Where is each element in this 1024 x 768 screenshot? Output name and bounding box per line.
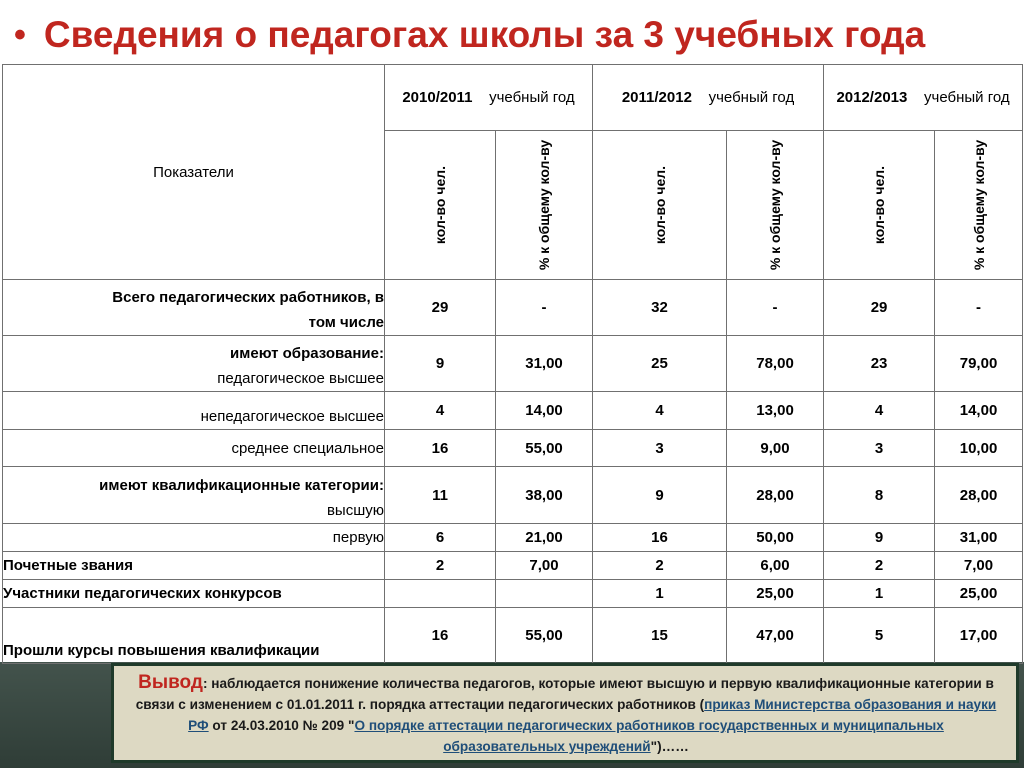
cell-value: 14,00 <box>935 392 1023 430</box>
title-text: Сведения о педагогах школы за 3 учебных года <box>43 14 926 55</box>
cell-value: 7,00 <box>496 552 593 580</box>
cell-value: 50,00 <box>727 524 824 552</box>
cell-value: 1 <box>593 580 727 608</box>
cell-value: 29 <box>385 280 496 336</box>
table-row <box>3 608 1023 664</box>
row-label: Прошли курсы повышения квалификации <box>3 608 385 664</box>
cell-value: 29 <box>824 280 935 336</box>
table-row <box>3 467 1023 524</box>
cell-value: 3 <box>593 430 727 467</box>
table-row <box>3 336 1023 392</box>
conclusion-text: ")…… <box>650 739 689 754</box>
cell-value: - <box>727 280 824 336</box>
conclusion-text: : наблюдается понижение количества педагогов, которые имеют высшую и первую квалификационные категории в связи с изменением с 01.01.2011 г. порядка аттестации педагогических работников ( <box>135 676 994 712</box>
sub-header-percent: % к общему кол-ву <box>496 131 593 280</box>
row-label: непедагогическое высшее <box>3 392 385 430</box>
cell-value: 10,00 <box>935 430 1023 467</box>
cell-value: 23 <box>824 336 935 392</box>
cell-value: 16 <box>385 608 496 664</box>
ministry-order-link[interactable]: приказ Министерства образования и науки РФ <box>188 697 997 733</box>
row-label: имеют образование: педагогическое высшее <box>3 336 385 392</box>
cell-value: 79,00 <box>935 336 1023 392</box>
cell-value: 9 <box>824 524 935 552</box>
sub-header-percent: % к общему кол-ву <box>727 131 824 280</box>
cell-value: 6 <box>385 524 496 552</box>
cell-value: 4 <box>593 392 727 430</box>
conclusion-label: Вывод <box>138 672 203 693</box>
cell-value: 17,00 <box>935 608 1023 664</box>
page-title <box>14 8 925 62</box>
cell-value: 55,00 <box>496 608 593 664</box>
cell-value: 55,00 <box>496 430 593 467</box>
cell-value: 25,00 <box>727 580 824 608</box>
cell-value: 3 <box>824 430 935 467</box>
cell-value: 9,00 <box>727 430 824 467</box>
cell-value: 14,00 <box>496 392 593 430</box>
cell-value: 4 <box>385 392 496 430</box>
cell-value: 9 <box>593 467 727 524</box>
cell-value: 2 <box>593 552 727 580</box>
cell-value: 1 <box>824 580 935 608</box>
cell-value: 16 <box>385 430 496 467</box>
teachers-table <box>2 64 1023 664</box>
year-header-2012: 2012/2013 учебный год <box>824 65 1023 131</box>
cell-value: 25 <box>593 336 727 392</box>
year-header-row <box>3 65 1023 131</box>
sub-header-count: кол-во чел. <box>593 131 727 280</box>
table-row <box>3 552 1023 580</box>
cell-value <box>385 580 496 608</box>
cell-value: 5 <box>824 608 935 664</box>
cell-value: 16 <box>593 524 727 552</box>
cell-value <box>496 580 593 608</box>
sub-header-count: кол-во чел. <box>824 131 935 280</box>
conclusion-box <box>111 663 1019 763</box>
row-label: имеют квалификационные категории: высшую <box>3 467 385 524</box>
cell-value: 7,00 <box>935 552 1023 580</box>
cell-value: 28,00 <box>727 467 824 524</box>
cell-value: 13,00 <box>727 392 824 430</box>
table-row <box>3 580 1023 608</box>
cell-value: 25,00 <box>935 580 1023 608</box>
cell-value: 28,00 <box>935 467 1023 524</box>
cell-value: 78,00 <box>727 336 824 392</box>
table-row <box>3 430 1023 467</box>
cell-value: - <box>496 280 593 336</box>
cell-value: 8 <box>824 467 935 524</box>
attestation-order-link[interactable]: О порядке аттестации педагогических работников государственных и муниципальных образовательных учреждений <box>354 718 944 754</box>
sub-header-count: кол-во чел. <box>385 131 496 280</box>
cell-value: - <box>935 280 1023 336</box>
row-label: первую <box>3 524 385 552</box>
row-label: Всего педагогических работников, в том числе <box>3 280 385 336</box>
cell-value: 6,00 <box>727 552 824 580</box>
cell-value: 15 <box>593 608 727 664</box>
cell-value: 38,00 <box>496 467 593 524</box>
row-label: среднее специальное <box>3 430 385 467</box>
cell-value: 4 <box>824 392 935 430</box>
conclusion-text: от 24.03.2010 № 209 " <box>208 718 355 733</box>
cell-value: 2 <box>824 552 935 580</box>
cell-value: 9 <box>385 336 496 392</box>
cell-value: 21,00 <box>496 524 593 552</box>
indicator-header: Показатели <box>3 65 385 280</box>
cell-value: 32 <box>593 280 727 336</box>
cell-value: 11 <box>385 467 496 524</box>
table-row <box>3 392 1023 430</box>
row-label: Почетные звания <box>3 552 385 580</box>
table-row <box>3 524 1023 552</box>
cell-value: 31,00 <box>935 524 1023 552</box>
year-header-2010: 2010/2011 учебный год <box>385 65 593 131</box>
title-bullet: • <box>14 15 26 54</box>
table-row <box>3 280 1023 336</box>
row-label: Участники педагогических конкурсов <box>3 580 385 608</box>
cell-value: 47,00 <box>727 608 824 664</box>
cell-value: 2 <box>385 552 496 580</box>
year-header-2011: 2011/2012 учебный год <box>593 65 824 131</box>
cell-value: 31,00 <box>496 336 593 392</box>
sub-header-percent: % к общему кол-ву <box>935 131 1023 280</box>
